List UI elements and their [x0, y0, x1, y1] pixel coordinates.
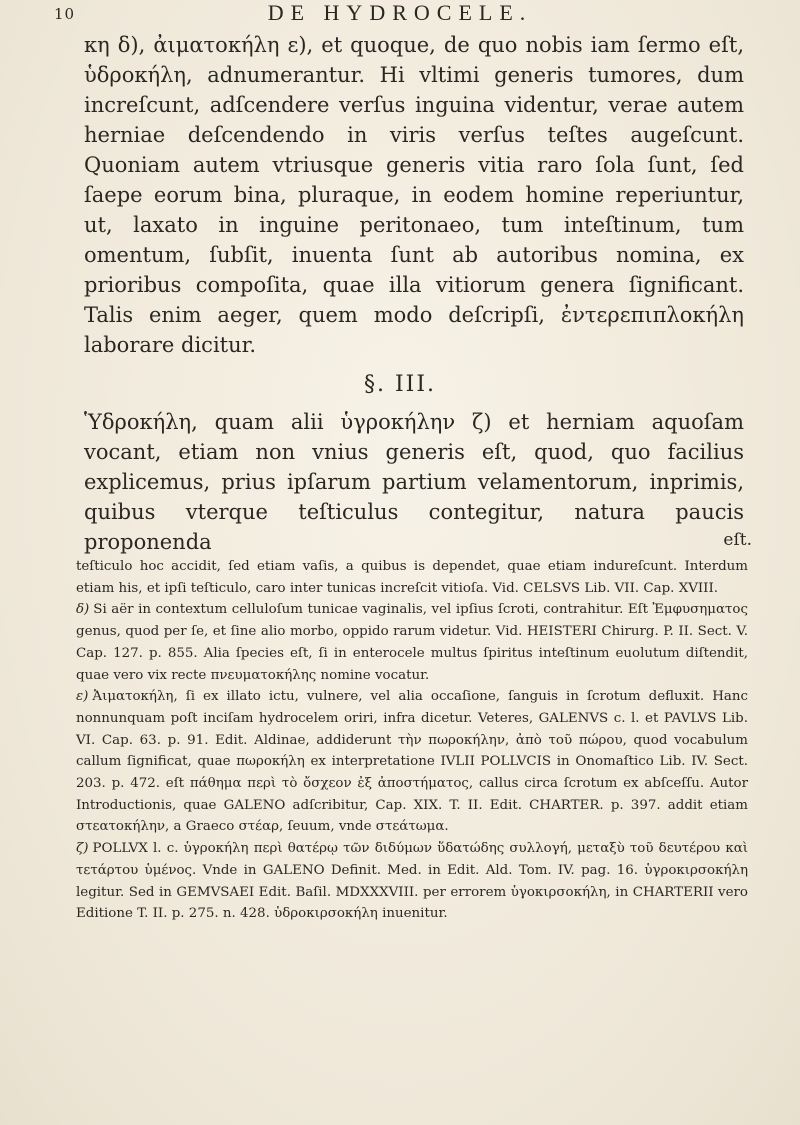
footnote-mark: ζ) [76, 841, 89, 857]
main-paragraph: κη δ), ἀιματοκήλη ε), et quoque, de quo nobis iam ſermo eſt, ὑδροκήλη, adnumerantur. Hi vltimi generis tumores, dum increſcunt, adſcendere verſus inguina videntur, verae autem herniae deſcendendo in viris verſus teſtes augeſcunt. Quoniam autem vtriusque generis vitia raro ſola ſunt, ſed ſaepe eorum bina, pluraque, in eodem homine reperiuntur, ut, laxato in inguine peritonaeo, tum inteſtinum, tum omentum, ſubſit, inuenta ſunt ab autoribus nomina, ex prioribus compoſita, quae illa vitiorum genera ſignificant. Talis enim aeger, quem modo deſcripſi, ἐντερεπιπλοκήλη laborare dicitur. [84, 33, 744, 357]
catchword: eſt. [723, 530, 752, 550]
section-heading: §. III. [363, 372, 437, 397]
footnote-continuation [76, 556, 748, 599]
footnote-epsilon [76, 686, 748, 838]
footnote-delta [76, 599, 748, 686]
running-head: DE HYDROCELE. [267, 0, 533, 25]
footnotes [76, 556, 748, 925]
footnote-zeta [76, 838, 748, 925]
page-number: 10 [54, 5, 76, 23]
footnote-text: teſticulo hoc accidit, ſed etiam vaſis, a quibus is dependet, quae etiam indureſcunt. Interdum etiam his, et ipſi teſticulo, caro inter tunicas increſcit vitioſa. Vid. CELSVS Lib. VII. Cap. XVIII. [76, 559, 748, 596]
footnote-text: POLLVX l. c. ὑγροκήλη περὶ θατέρῳ τῶν διδύμων ὕδατώδης συλλογή, μεταξὺ τοῦ δευτέρου καὶ τετάρτου ὑμένος. Vnde in GALENO Definit. Med. in Edit. Ald. Tom. IV. pag. 16. ὑγροκιρσοκήλη legitur. Sed in GEMVSAEI Edit. Baſil. MDXXXVIII. per errorem ὑγοκιρσοκήλη, in CHARTERII vero Editione T. II. p. 275. n. 428. ὑδροκιρσοκήλη inuenitur. [76, 841, 748, 922]
footnote-text: Si aër in contextum celluloſum tunicae vaginalis, vel ipſius ſcroti, contrahitur. Eſt Ἐμφυσηματος genus, quod per ſe, et ſine alio morbo, oppido rarum videtur. Vid. HEISTERI Chirurg. P. II. Sect. V. Cap. 127. p. 855. Alia ſpecies eſt, ſi in enterocele multus ſpiritus inteſtinum euolutum diſtendit, quae vero vix recte πνευματοκήλης nomine vocatur. [76, 602, 748, 683]
footnote-text: Ἀιματοκήλη, ſi ex illato ictu, vulnere, vel alia occaſione, ſanguis in ſcrotum defluxit. Hanc nonnunquam poſt inciſam hydrocelem oriri, infra dicetur. Veteres, GALENVS c. l. et PAVLVS Lib. VI. Cap. 63. p. 91. Edit. Aldinae, addiderunt τὴν πωροκήλην, ἀπὸ τοῦ πώρου, quod vocabulum callum ſignificat, quae πωροκήλη ex interpretatione IVLII POLLVCIS in Onomaſtico Lib. IV. Sect. 203. p. 472. eſt πάθημα περὶ τὸ ὄσχεον ἐξ ἀποστήματος, callus circa ſcrotum ex abſceſſu. Autor Introductionis, quae GALENO adſcribitur, Cap. XIX. T. II. Edit. CHARTER. p. 397. addit etiam στεατοκήλην, a Graeco στέαρ, ſeuum, vnde στεάτωμα. [76, 689, 748, 835]
footnote-mark: δ) [76, 602, 90, 618]
section-paragraph: Ὑδροκήλη, quam alii ὑγροκήλην ζ) et herniam aquoſam vocant, etiam non vnius generis eſt, quod, quo facilius explicemus, prius ipſarum partium velamentorum, inprimis, quibus vterque teſticulus contegitur, natura paucis proponenda [84, 410, 744, 554]
footnote-mark: ε) [76, 689, 89, 705]
